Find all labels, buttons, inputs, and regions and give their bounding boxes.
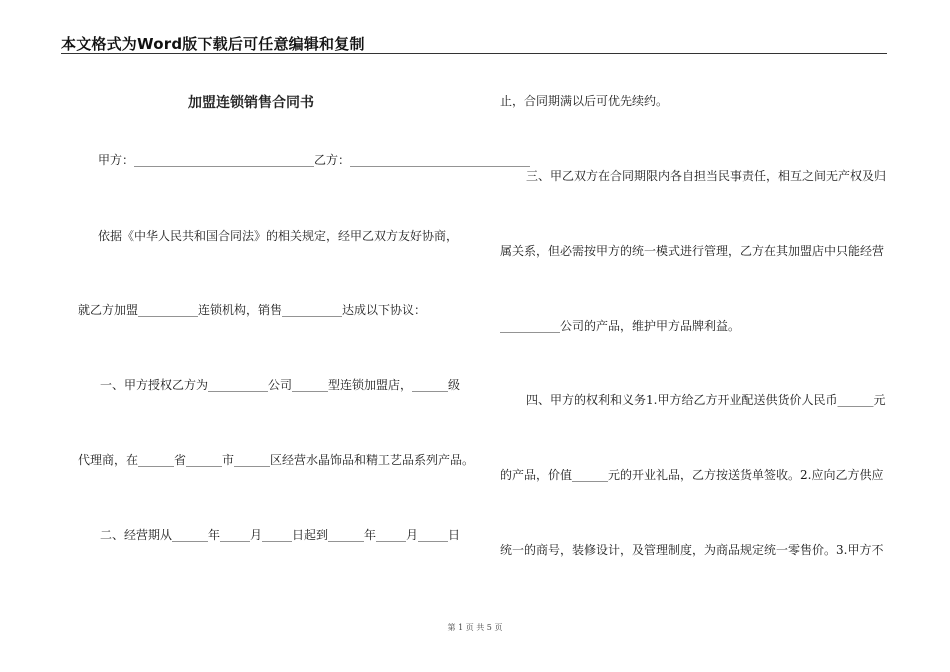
paragraph-line: 四、甲方的权利和义务1.甲方给乙方开业配送供货价人民币______元	[526, 393, 886, 407]
party-line: 甲方：______________________________乙方：______________________________	[98, 153, 531, 167]
paragraph-line: 依据《中华人民共和国合同法》的相关规定，经甲乙双方友好协商，	[98, 229, 459, 243]
paragraph-line: 止，合同期满以后可优先续约。	[500, 94, 669, 108]
paragraph-line: 属关系，但必需按甲方的统一模式进行管理，乙方在其加盟店中只能经营	[500, 244, 885, 258]
paragraph-line: 一、甲方授权乙方为__________公司______型连锁加盟店，______级	[100, 378, 461, 392]
paragraph-line: 统一的商号，装修设计，及管理制度，为商品规定统一零售价。3.甲方不	[500, 543, 884, 557]
page-number-footer: 第 1 页 共 5 页	[447, 623, 503, 632]
paragraph-line: __________公司的产品，维护甲方品牌利益。	[500, 319, 741, 333]
download-banner: 本文格式为Word版下载后可任意编辑和复制	[61, 35, 365, 53]
document-title: 加盟连锁销售合同书	[188, 95, 314, 111]
paragraph-line: 二、经营期从______年_____月_____日起到______年_____月_____日	[100, 528, 461, 542]
paragraph-line: 代理商，在______省______市______区经营水晶饰品和精工艺品系列产品。	[78, 453, 475, 467]
paragraph-line: 的产品，价值______元的开业礼品，乙方按送货单签收。2.应向乙方供应	[500, 468, 884, 482]
paragraph-line: 就乙方加盟__________连锁机构，销售__________达成以下协议：	[78, 303, 427, 317]
paragraph-line: 三、甲乙双方在合同期限内各自担当民事责任，相互之间无产权及归	[526, 169, 887, 183]
banner-divider	[61, 53, 887, 54]
